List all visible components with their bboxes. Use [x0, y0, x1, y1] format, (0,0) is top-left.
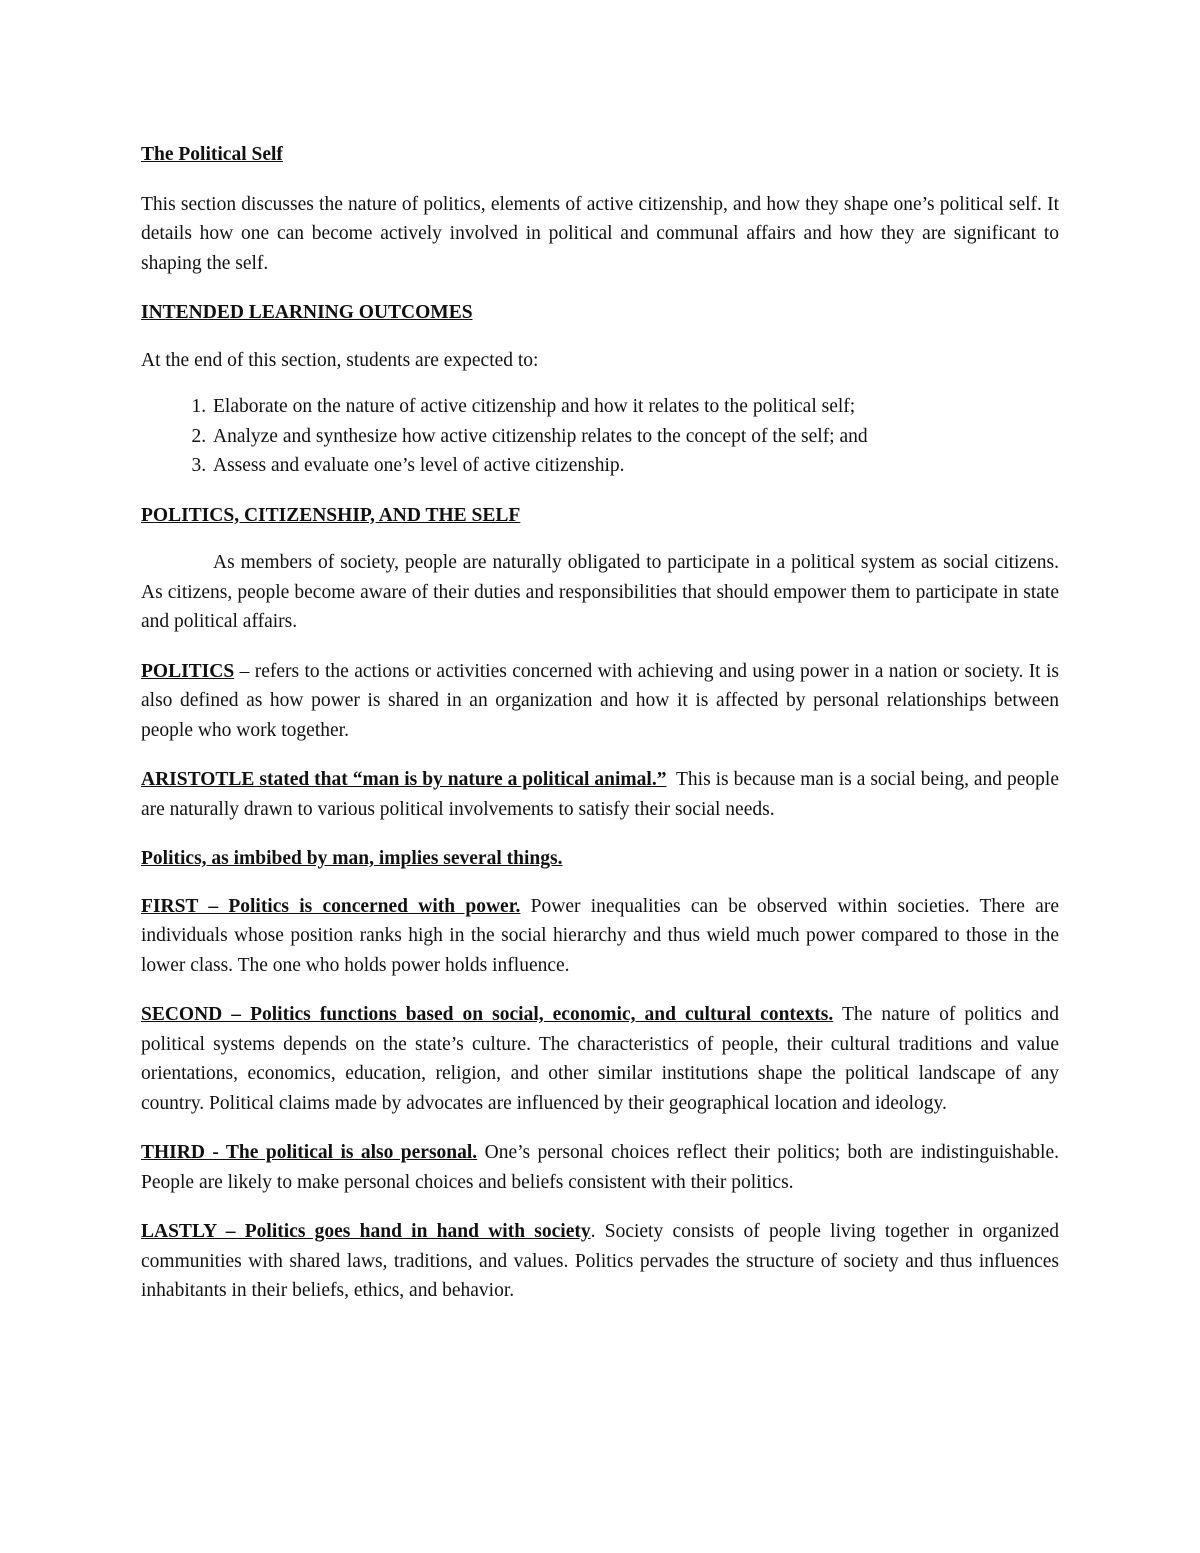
politics-term: POLITICS — [141, 660, 235, 682]
implies-heading: Politics, as imbibed by man, implies several things. — [141, 848, 563, 869]
outcomes-heading: INTENDED LEARNING OUTCOMES — [141, 302, 473, 323]
section-paragraph: As members of society, people are naturally obligated to participate in a political system as social citizens. As citizens, people become aware of their duties and responsibilities that should empower them to participate in state and political affairs. — [141, 552, 1059, 632]
first-text: Power inequalities can be observed within societies. There are individuals whose position ranks high in the social hierarchy and thus wield much power compared to those in the lower class. The one who holds power holds influence. — [141, 895, 1059, 976]
page-title: The Political Self — [141, 144, 283, 165]
outcomes-list — [141, 392, 1059, 481]
first-lead: FIRST – Politics is concerned with power. — [141, 895, 521, 917]
document-page — [141, 140, 1064, 1326]
second-lead: SECOND – Politics functions based on social, economic, and cultural contexts. — [141, 1004, 834, 1025]
intro-paragraph: This section discusses the nature of politics, elements of active citizenship, and how they shape one’s political self. It details how one can become actively involved in political and communal affairs and how they are significant to shaping the self. — [141, 193, 1059, 274]
section-heading: POLITICS, CITIZENSHIP, AND THE SELF — [141, 504, 521, 526]
outcome-item: 3. Assess and evaluate one’s level of active citizenship. — [211, 451, 1059, 481]
outcome-item: 1. Elaborate on the nature of active citizenship and how it relates to the political self; — [211, 392, 1059, 422]
politics-paragraph — [141, 657, 1059, 746]
third-lead: THIRD - The political is also personal. — [141, 1142, 478, 1163]
second-text: The nature of politics and political systems depends on the state’s culture. The characteristics of people, their cultural traditions and value orientations, economics, education, religion, and other similar institutions shape the political landscape of any country. Political claims made by advocates are influenced by their geographical location and ideology. — [141, 1004, 1059, 1114]
aristotle-quote: ARISTOTLE stated that “man is by nature a political animal.” — [141, 769, 667, 790]
politics-definition: – refers to the actions or activities concerned with achieving and using power in a nation or society. It is also defined as how power is shared in an organization and how it is affected by personal relationships between people who work together. — [141, 660, 1059, 741]
lastly-paragraph — [141, 1217, 1059, 1306]
third-text: One’s personal choices reflect their politics; both are indistinguishable. People are likely to make personal choices and beliefs consistent with their politics. — [141, 1142, 1059, 1193]
outcome-item: 2. Analyze and synthesize how active citizenship relates to the concept of the self; and — [211, 422, 1059, 452]
lastly-text: . Society consists of people living together in organized communities with shared laws, traditions, and values. Politics pervades the structure of society and thus influences inhabitants in their beliefs, ethics, and behavior. — [141, 1221, 1059, 1301]
third-paragraph — [141, 1138, 1059, 1197]
aristotle-text: This is because man is a social being, and people are naturally drawn to various political involvements to satisfy their social needs. — [141, 769, 1064, 820]
outcomes-intro: At the end of this section, students are expected to: — [141, 349, 539, 371]
second-paragraph — [141, 1000, 1059, 1118]
lastly-lead: LASTLY – Politics goes hand in hand with society — [141, 1221, 591, 1242]
aristotle-paragraph — [141, 765, 1064, 824]
first-paragraph — [141, 892, 1059, 981]
